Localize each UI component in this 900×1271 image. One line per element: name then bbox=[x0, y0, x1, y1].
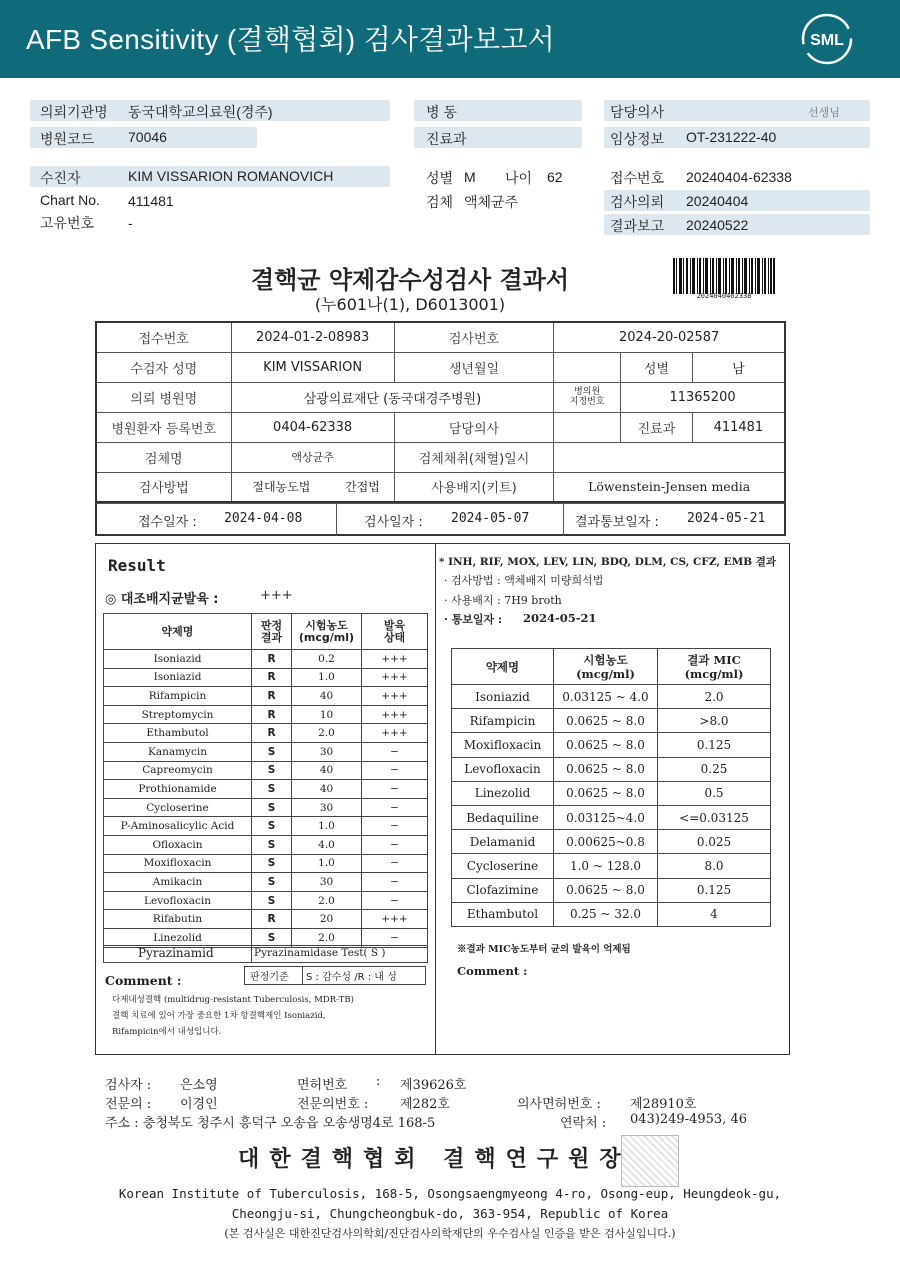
result-cell: S bbox=[252, 873, 292, 892]
mic-drug-cell: Moxifloxacin bbox=[452, 733, 554, 757]
conc-cell: 10 bbox=[292, 705, 362, 724]
col-result: 판정 결과 bbox=[252, 614, 292, 650]
patient-info-table bbox=[95, 321, 786, 503]
table-row bbox=[104, 854, 428, 873]
control-label: ◎ 대조배지균발육 : bbox=[105, 592, 219, 607]
collection-value bbox=[554, 442, 785, 472]
address: 주소 : 충청북도 청주시 흥덕구 오송읍 오송생명4로 168-5 bbox=[105, 1116, 436, 1131]
mic-drug-cell: Delamanid bbox=[452, 830, 554, 854]
specimen-value-cell: 액상균주 bbox=[231, 442, 394, 472]
col-drug-text: 약제명 bbox=[161, 624, 194, 638]
mic-result-cell: 0.125 bbox=[658, 733, 771, 757]
mic-result-cell: 0.25 bbox=[658, 757, 771, 781]
table-row bbox=[104, 910, 428, 929]
table-row bbox=[452, 685, 771, 709]
document-subtitle: (누601나(1), D6013001) bbox=[314, 295, 506, 314]
mic-header: * INH, RIF, MOX, LEV, LIN, BDQ, DLM, CS, CFZ, EMB 결과 bbox=[439, 556, 777, 568]
sex-value: M bbox=[464, 169, 476, 185]
comment-label: Comment : bbox=[105, 973, 182, 988]
reception-value: 20240404-62338 bbox=[686, 169, 792, 185]
mic-col-result: 결과 MIC (mcg/ml) bbox=[658, 649, 771, 685]
growth-cell: − bbox=[362, 817, 428, 836]
table-row bbox=[104, 742, 428, 761]
table-row bbox=[452, 805, 771, 829]
conc-cell: 30 bbox=[292, 798, 362, 817]
mic-range-cell: 0.03125 ~ 4.0 bbox=[554, 685, 658, 709]
doctor-label-cell: 담당의사 bbox=[394, 412, 554, 442]
mic-range-cell: 0.03125~4.0 bbox=[554, 805, 658, 829]
notified-value: 2024-05-21 bbox=[687, 511, 766, 526]
table-row bbox=[452, 854, 771, 878]
reception-no-label: 접수번호 bbox=[96, 322, 231, 352]
mic-drug-cell: Levofloxacin bbox=[452, 757, 554, 781]
growth-cell: − bbox=[362, 798, 428, 817]
result-cell: R bbox=[252, 705, 292, 724]
logo-text: SML bbox=[810, 32, 844, 49]
age-value: 62 bbox=[547, 169, 563, 185]
mic-result-cell: 0.125 bbox=[658, 878, 771, 902]
mic-col-drug: 약제명 bbox=[452, 649, 554, 685]
conc-cell: 30 bbox=[292, 742, 362, 761]
control-value: +++ bbox=[260, 588, 293, 603]
table-row bbox=[452, 709, 771, 733]
dept-label: 진료과 bbox=[426, 131, 467, 147]
patient-reg-value: 0404-62338 bbox=[231, 412, 394, 442]
mic-drug-cell: Cycloserine bbox=[452, 854, 554, 878]
dates-divider bbox=[336, 503, 337, 536]
mic-range-cell: 0.0625 ~ 8.0 bbox=[554, 878, 658, 902]
growth-cell: − bbox=[362, 742, 428, 761]
hospital-value: 삼광의료재단 (동국대경주병원) bbox=[231, 382, 554, 412]
comment-line-2: 결핵 치료에 있어 가장 중요한 1차 항결핵제인 Isoniazid, bbox=[112, 1011, 326, 1021]
growth-cell: +++ bbox=[362, 724, 428, 743]
certification-note: (본 검사실은 대한진단검사의학회/진단검사의학재단의 우수검사실 인증을 받은 검사실입니다.) bbox=[224, 1227, 676, 1240]
growth-cell: − bbox=[362, 873, 428, 892]
drug-name-cell: Streptomycin bbox=[104, 705, 252, 724]
drug-name-cell: Rifampicin bbox=[104, 687, 252, 706]
specialist-label: 전문의 : bbox=[105, 1097, 152, 1112]
mic-drug-cell: Rifampicin bbox=[452, 709, 554, 733]
conc-cell: 2.0 bbox=[292, 928, 362, 947]
method-label: 검사방법 bbox=[96, 472, 231, 502]
mic-range-cell: 0.00625~0.8 bbox=[554, 830, 658, 854]
mic-result-cell: 4 bbox=[658, 902, 771, 926]
mic-drug-cell: Linezolid bbox=[452, 781, 554, 805]
drug-name-cell: Moxifloxacin bbox=[104, 854, 252, 873]
growth-cell: − bbox=[362, 891, 428, 910]
drug-name-cell: Rifabutin bbox=[104, 910, 252, 929]
growth-cell: − bbox=[362, 928, 428, 947]
document-title: 결핵균 약제감수성검사 결과서 bbox=[250, 266, 570, 294]
growth-cell: − bbox=[362, 835, 428, 854]
mic-drug-cell: Bedaquiline bbox=[452, 805, 554, 829]
medium-value: Löwenstein-Jensen media bbox=[554, 472, 785, 502]
unique-label: 고유번호 bbox=[40, 215, 95, 231]
chart-label: Chart No. bbox=[40, 192, 100, 208]
barcode-icon bbox=[673, 258, 775, 294]
specialist-value: 이경인 bbox=[180, 1097, 218, 1112]
sml-logo-icon bbox=[800, 12, 854, 66]
result-cell: R bbox=[252, 687, 292, 706]
mic-range-cell: 1.0 ~ 128.0 bbox=[554, 854, 658, 878]
table-row bbox=[452, 781, 771, 805]
result-cell: R bbox=[252, 910, 292, 929]
growth-cell: − bbox=[362, 780, 428, 799]
mic-result-cell: >8.0 bbox=[658, 709, 771, 733]
table-row bbox=[452, 733, 771, 757]
mic-result-cell: <=0.03125 bbox=[658, 805, 771, 829]
specimen-label: 검체 bbox=[426, 194, 454, 210]
drug-name-cell: Ofloxacin bbox=[104, 835, 252, 854]
patient-value: KIM VISSARION ROMANOVICH bbox=[128, 168, 334, 184]
conc-cell: 30 bbox=[292, 873, 362, 892]
mic-result-cell: 0.025 bbox=[658, 830, 771, 854]
doctor-label: 담당의사 bbox=[610, 104, 665, 120]
mic-drug-cell: Ethambutol bbox=[452, 902, 554, 926]
specimen-value: 액체균주 bbox=[464, 194, 519, 210]
table-row bbox=[452, 757, 771, 781]
mic-notify-label: · 통보일자 : bbox=[444, 613, 503, 626]
tested-value: 2024-05-07 bbox=[451, 511, 530, 526]
method-1: 절대농도법 bbox=[231, 472, 331, 502]
col-drug bbox=[104, 614, 252, 650]
doctor-value-cell bbox=[554, 412, 621, 442]
received-value: 2024-04-08 bbox=[224, 511, 303, 526]
ward-label: 병 동 bbox=[426, 104, 457, 120]
growth-cell: +++ bbox=[362, 705, 428, 724]
table-row bbox=[452, 878, 771, 902]
drug-name-cell: Ethambutol bbox=[104, 724, 252, 743]
patient-reg-label: 병원환자 등록번호 bbox=[96, 412, 231, 442]
license-value: 제39626호 bbox=[400, 1078, 467, 1093]
table-row bbox=[104, 835, 428, 854]
result-cell: R bbox=[252, 724, 292, 743]
dob-label: 생년월일 bbox=[394, 352, 554, 382]
dates-row bbox=[95, 503, 786, 536]
institution-value: 동국대학교의료원(경주) bbox=[128, 104, 273, 120]
table-row bbox=[104, 780, 428, 799]
table-row bbox=[104, 705, 428, 724]
conc-cell: 40 bbox=[292, 780, 362, 799]
result-cell: S bbox=[252, 780, 292, 799]
criteria-label: 판정기준 bbox=[250, 972, 289, 983]
growth-cell: +++ bbox=[362, 910, 428, 929]
table-row bbox=[452, 830, 771, 854]
table-row bbox=[104, 798, 428, 817]
mic-result-cell: 2.0 bbox=[658, 685, 771, 709]
institute-address-en-2: Cheongju-si, Chungcheongbuk-do, 363-954, Republic of Korea bbox=[231, 1206, 669, 1221]
result-cell: S bbox=[252, 854, 292, 873]
drug-name-cell: Kanamycin bbox=[104, 742, 252, 761]
table-row bbox=[104, 687, 428, 706]
drug-name-cell: Linezolid bbox=[104, 928, 252, 947]
drug-name-cell: Cycloserine bbox=[104, 798, 252, 817]
mic-drug-cell: Clofazimine bbox=[452, 878, 554, 902]
hospital-label: 의뢰 병원명 bbox=[96, 382, 231, 412]
mic-medium: · 사용배지 : 7H9 broth bbox=[444, 594, 562, 607]
test-no-value: 2024-20-02587 bbox=[554, 322, 785, 352]
reception-label: 접수번호 bbox=[610, 170, 665, 186]
mic-table bbox=[451, 648, 771, 927]
growth-cell: +++ bbox=[362, 668, 428, 687]
mic-range-cell: 0.0625 ~ 8.0 bbox=[554, 781, 658, 805]
specialist-no-label: 전문의번호 : bbox=[297, 1097, 369, 1112]
license-colon: : bbox=[376, 1074, 381, 1089]
institute-name: 대한결핵협회 결핵연구원장 bbox=[238, 1147, 631, 1172]
hospital-code-label-2: 지정번호 bbox=[569, 397, 605, 407]
drug-name-cell: Prothionamide bbox=[104, 780, 252, 799]
pza-name: Pyrazinamid bbox=[138, 946, 214, 960]
hospital-code-label-1: 병의원 bbox=[574, 387, 601, 397]
dept-value-cell: 411481 bbox=[692, 412, 785, 442]
request-label: 검사의뢰 bbox=[610, 194, 665, 210]
examiner-value: 은소영 bbox=[180, 1078, 218, 1093]
drug-name-cell: Isoniazid bbox=[104, 650, 252, 669]
hospital-code-value: 70046 bbox=[128, 129, 167, 145]
dob-value bbox=[554, 352, 621, 382]
barcode-number: 2024040462338 bbox=[696, 292, 752, 300]
report-value: 20240522 bbox=[686, 217, 749, 233]
table-row bbox=[104, 817, 428, 836]
physician-no-value: 제28910호 bbox=[630, 1097, 697, 1112]
clinical-value: OT-231222-40 bbox=[686, 129, 777, 145]
table-row bbox=[104, 724, 428, 743]
medium-label: 사용배지(키트) bbox=[394, 472, 554, 502]
result-cell: S bbox=[252, 742, 292, 761]
result-cell: S bbox=[252, 817, 292, 836]
table-row bbox=[104, 891, 428, 910]
contact-value: 043)249-4953, 46 bbox=[630, 1112, 747, 1127]
table-row bbox=[104, 650, 428, 669]
hospital-code-label: 병원코드 bbox=[40, 131, 95, 147]
result-divider bbox=[435, 543, 436, 1055]
table-row bbox=[104, 761, 428, 780]
doctor-value: 선생님 bbox=[808, 107, 840, 119]
drug-name-cell: Levofloxacin bbox=[104, 891, 252, 910]
institution-label: 의뢰기관명 bbox=[40, 104, 108, 120]
result-cell: R bbox=[252, 668, 292, 687]
table-row bbox=[104, 873, 428, 892]
dates-divider bbox=[563, 503, 564, 536]
contact-label: 연락처 : bbox=[560, 1116, 607, 1131]
mic-range-cell: 0.25 ~ 32.0 bbox=[554, 902, 658, 926]
conc-cell: 2.0 bbox=[292, 891, 362, 910]
mic-method: · 검사방법 : 액체배지 미량희석법 bbox=[444, 574, 604, 587]
license-label: 면허번호 bbox=[297, 1078, 348, 1093]
drug-name-cell: Isoniazid bbox=[104, 668, 252, 687]
mic-drug-cell: Isoniazid bbox=[452, 685, 554, 709]
mic-range-cell: 0.0625 ~ 8.0 bbox=[554, 757, 658, 781]
mic-notify-date: 2024-05-21 bbox=[523, 611, 597, 625]
result-cell: R bbox=[252, 650, 292, 669]
result-heading: Result bbox=[108, 556, 166, 575]
result-cell: S bbox=[252, 928, 292, 947]
hospital-code-label bbox=[554, 382, 621, 412]
report-label: 결과보고 bbox=[610, 218, 665, 234]
method-2: 간접법 bbox=[331, 472, 394, 502]
tested-label: 검사일자 : bbox=[364, 515, 423, 530]
conc-cell: 20 bbox=[292, 910, 362, 929]
conc-cell: 40 bbox=[292, 761, 362, 780]
conc-cell: 4.0 bbox=[292, 835, 362, 854]
clinical-label: 임상정보 bbox=[610, 131, 665, 147]
report-title: AFB Sensitivity (결핵협회) 검사결과보고서 bbox=[26, 24, 556, 55]
comment-line-1: 다제내성결핵 (multidrug-resistant Tuberculosis, MDR-TB) bbox=[112, 995, 354, 1005]
request-value: 20240404 bbox=[686, 193, 749, 209]
drug-name-cell: P-Aminosalicylic Acid bbox=[104, 817, 252, 836]
result-cell: S bbox=[252, 761, 292, 780]
mic-note: ※결과 MIC농도부터 균의 발육이 억제됨 bbox=[457, 944, 631, 955]
table-row bbox=[452, 902, 771, 926]
name-value: KIM VISSARION bbox=[231, 352, 394, 382]
mic-range-cell: 0.0625 ~ 8.0 bbox=[554, 709, 658, 733]
conc-cell: 2.0 bbox=[292, 724, 362, 743]
col-growth: 발육 상태 bbox=[362, 614, 428, 650]
mic-comment-label: Comment : bbox=[457, 964, 528, 978]
sex-value-cell: 남 bbox=[692, 352, 785, 382]
age-label: 나이 bbox=[505, 170, 533, 186]
pza-divider bbox=[251, 945, 252, 963]
table-row bbox=[104, 668, 428, 687]
col-conc: 시험농도 (mcg/ml) bbox=[292, 614, 362, 650]
conc-cell: 40 bbox=[292, 687, 362, 706]
mic-result-cell: 0.5 bbox=[658, 781, 771, 805]
dept-label-cell: 진료과 bbox=[621, 412, 693, 442]
collection-label: 검체채취(채혈)일시 bbox=[394, 442, 554, 472]
name-label: 수검자 성명 bbox=[96, 352, 231, 382]
growth-cell: +++ bbox=[362, 687, 428, 706]
result-cell: S bbox=[252, 835, 292, 854]
notified-label: 결과통보일자 : bbox=[575, 515, 659, 530]
susceptibility-table bbox=[103, 613, 428, 948]
conc-cell: 1.0 bbox=[292, 817, 362, 836]
test-no-label: 검사번호 bbox=[394, 322, 554, 352]
hospital-code-value: 11365200 bbox=[621, 382, 785, 412]
comment-line-3: Rifampicin에서 내성입니다. bbox=[112, 1027, 222, 1037]
conc-cell: 0.2 bbox=[292, 650, 362, 669]
sex-label: 성별 bbox=[426, 170, 454, 186]
mic-col-range: 시험농도 (mcg/ml) bbox=[554, 649, 658, 685]
growth-cell: − bbox=[362, 854, 428, 873]
institute-address-en-1: Korean Institute of Tuberculosis, 168-5, Osongsaengmyeong 4-ro, Osong-eup, Heungdeok-gu, bbox=[118, 1186, 782, 1201]
reception-no-value: 2024-01-2-08983 bbox=[231, 322, 394, 352]
growth-cell: +++ bbox=[362, 650, 428, 669]
specimen-label-cell: 검체명 bbox=[96, 442, 231, 472]
criteria-divider bbox=[302, 966, 303, 985]
drug-name-cell: Capreomycin bbox=[104, 761, 252, 780]
pza-value: Pyrazinamidase Test( S ) bbox=[254, 947, 386, 959]
chart-value: 411481 bbox=[128, 193, 174, 209]
unique-value: - bbox=[128, 215, 133, 231]
conc-cell: 1.0 bbox=[292, 854, 362, 873]
patient-label: 수진자 bbox=[40, 170, 81, 186]
examiner-label: 검사자 : bbox=[105, 1078, 152, 1093]
drug-name-cell: Amikacin bbox=[104, 873, 252, 892]
mic-range-cell: 0.0625 ~ 8.0 bbox=[554, 733, 658, 757]
received-label: 접수일자 : bbox=[138, 515, 197, 530]
result-cell: S bbox=[252, 891, 292, 910]
growth-cell: − bbox=[362, 761, 428, 780]
criteria-value: S : 감수성 /R : 내 성 bbox=[306, 972, 397, 983]
physician-no-label: 의사면허번호 : bbox=[517, 1097, 601, 1112]
header-banner bbox=[0, 0, 900, 78]
sex-label-cell: 성별 bbox=[621, 352, 693, 382]
specialist-no-value: 제282호 bbox=[400, 1097, 450, 1112]
mic-result-cell: 8.0 bbox=[658, 854, 771, 878]
result-cell: S bbox=[252, 798, 292, 817]
conc-cell: 1.0 bbox=[292, 668, 362, 687]
